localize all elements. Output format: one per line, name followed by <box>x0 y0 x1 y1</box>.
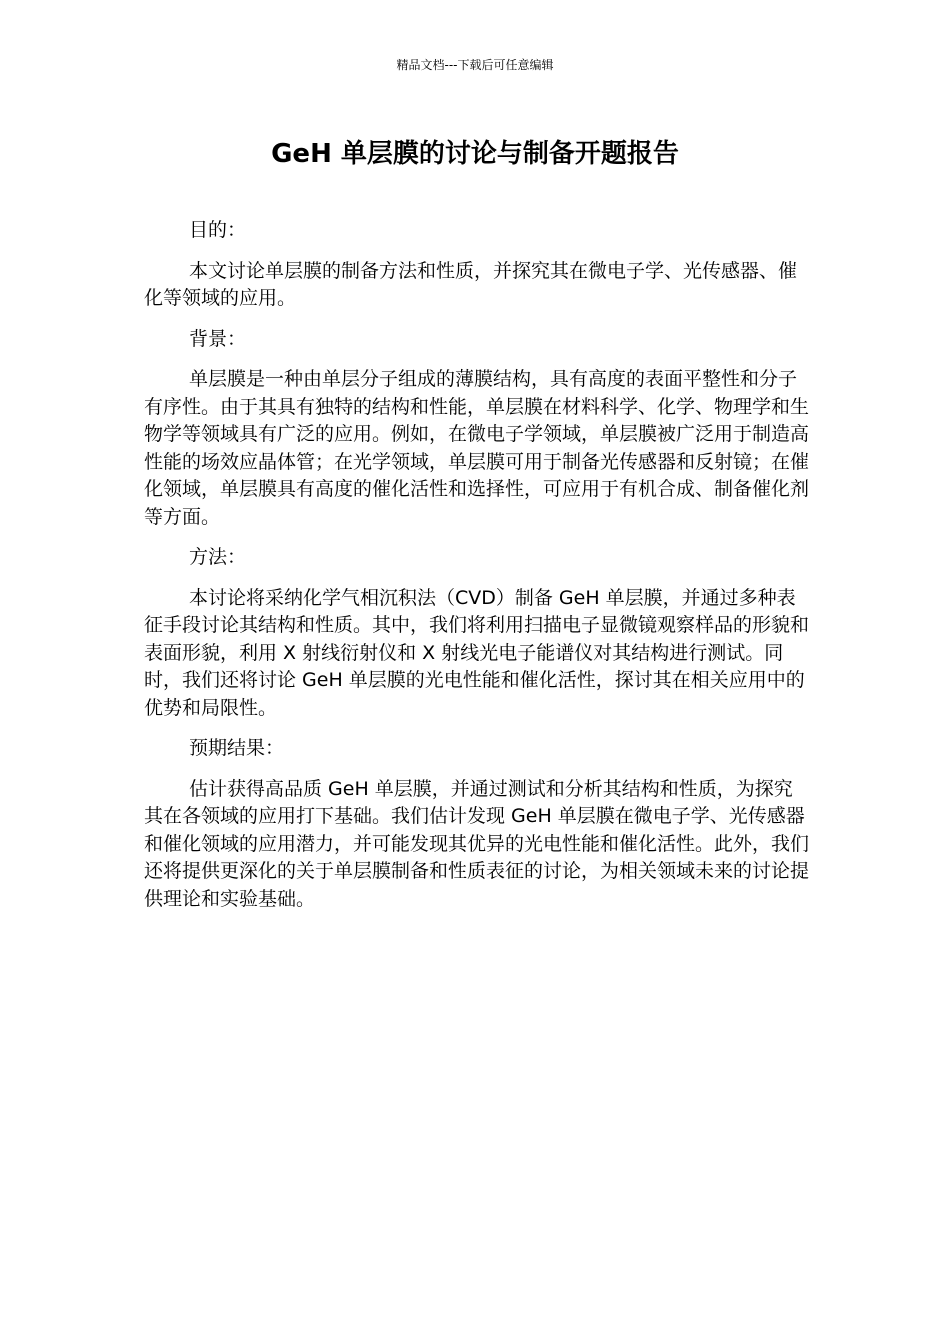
document-title: GeH 单层膜的讨论与制备开题报告 <box>271 139 679 169</box>
section-heading-expected-results: 预期结果： <box>189 737 285 759</box>
section-heading-method: 方法： <box>189 546 247 568</box>
section-body-method: 本讨论将采纳化学气相沉积法（CVD）制备 GeH 单层膜，并通过多种表征手段讨论其结构和性质。其中，我们将利用扫描电子显微镜观察样品的形貌和表面形貌，利用 X 射线衍射仪和 X 射线光电子能谱仪对其结构进行测试。同时，我们还将讨论 GeH 单层膜的光电性能和催化活性，探讨其在相关应用中的优势和局限性。 <box>144 586 810 719</box>
section-body-expected-results: 估计获得高品质 GeH 单层膜，并通过测试和分析其结构和性质，为探究其在各领域的应用打下基础。我们估计发现 GeH 单层膜在微电子学、光传感器和催化领域的应用潜力，并可能发现其优异的光电性能和催化活性。此外，我们还将提供更深化的关于单层膜制备和性质表征的讨论，为相关领域未来的讨论提供理论和实验基础。 <box>144 777 810 910</box>
section-body-background: 单层膜是一种由单层分子组成的薄膜结构，具有高度的表面平整性和分子有序性。由于其具有独特的结构和性能，单层膜在材料科学、化学、物理学和生物学等领域具有广泛的应用。例如，在微电子学领域，单层膜被广泛用于制造高性能的场效应晶体管；在光学领域，单层膜可用于制备光传感器和反射镜；在催化领域，单层膜具有高度的催化活性和选择性，可应用于有机合成、制备催化剂等方面。 <box>144 368 810 528</box>
section-heading-purpose: 目的： <box>189 219 247 241</box>
page-header-watermark: 精品文档---下载后可任意编辑 <box>396 58 554 72</box>
section-heading-background: 背景： <box>189 327 247 350</box>
document-body <box>144 217 810 913</box>
section-body-purpose: 本文讨论单层膜的制备方法和性质，并探究其在微电子学、光传感器、催化等领域的应用。 <box>144 259 798 309</box>
